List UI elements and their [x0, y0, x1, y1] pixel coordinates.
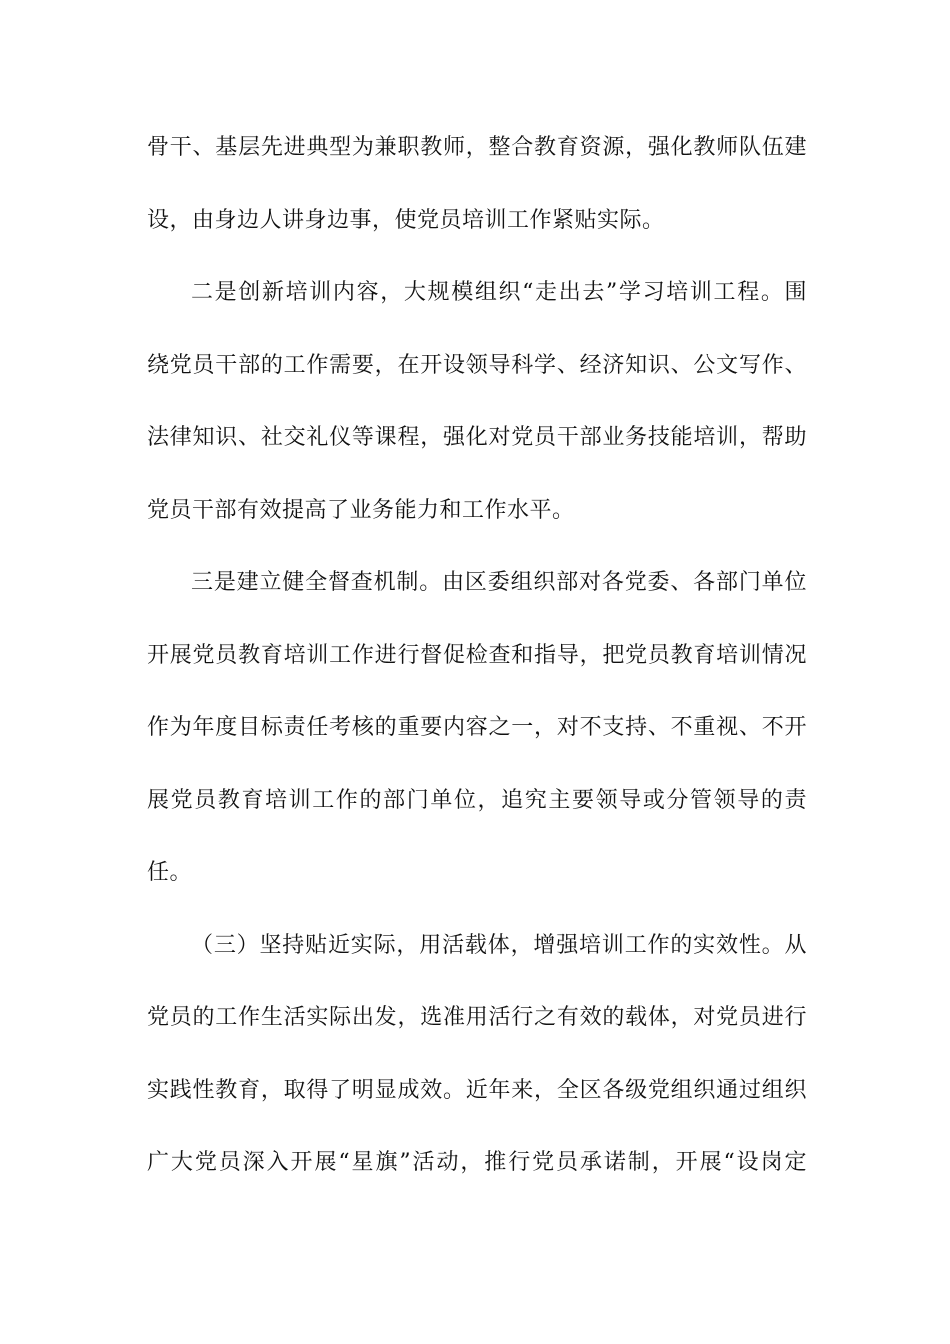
text-line: 法律知识、社交礼仪等课程，强化对党员干部业务技能培训，帮助 — [147, 425, 807, 450]
paragraph-start-line: （三）坚持贴近实际，用活载体，增强培训工作的实效性。从 — [191, 932, 807, 958]
text-line: 开展党员教育培训工作进行督促检查和指导，把党员教育培训情况 — [147, 642, 807, 668]
text-line: 绕党员干部的工作需要，在开设领导科学、经济知识、公文写作、 — [147, 352, 807, 378]
paragraph-start-line: 三是建立健全督查机制。由区委组织部对各党委、各部门单位 — [191, 570, 807, 595]
text-line: 展党员教育培训工作的部门单位，追究主要领导或分管领导的责 — [147, 787, 807, 813]
paragraph-start-line: 二是创新培训内容，大规模组织“走出去”学习培训工程。围 — [191, 280, 807, 305]
text-line: 党员的工作生活实际出发，选准用活行之有效的载体，对党员进行 — [147, 1005, 807, 1030]
text-line: 广大党员深入开展“星旗”活动，推行党员承诺制，开展“设岗定 — [147, 1150, 807, 1175]
text-line: 设，由身边人讲身边事，使党员培训工作紧贴实际。 — [147, 207, 665, 233]
text-line: 党员干部有效提高了业务能力和工作水平。 — [147, 497, 575, 523]
text-line: 骨干、基层先进典型为兼职教师，整合教育资源，强化教师队伍建 — [147, 135, 807, 160]
text-line: 实践性教育，取得了明显成效。近年来，全区各级党组织通过组织 — [147, 1077, 807, 1103]
text-line: 作为年度目标责任考核的重要内容之一，对不支持、不重视、不开 — [147, 715, 807, 740]
text-line: 任。 — [147, 860, 193, 885]
document-body — [147, 126, 807, 1214]
